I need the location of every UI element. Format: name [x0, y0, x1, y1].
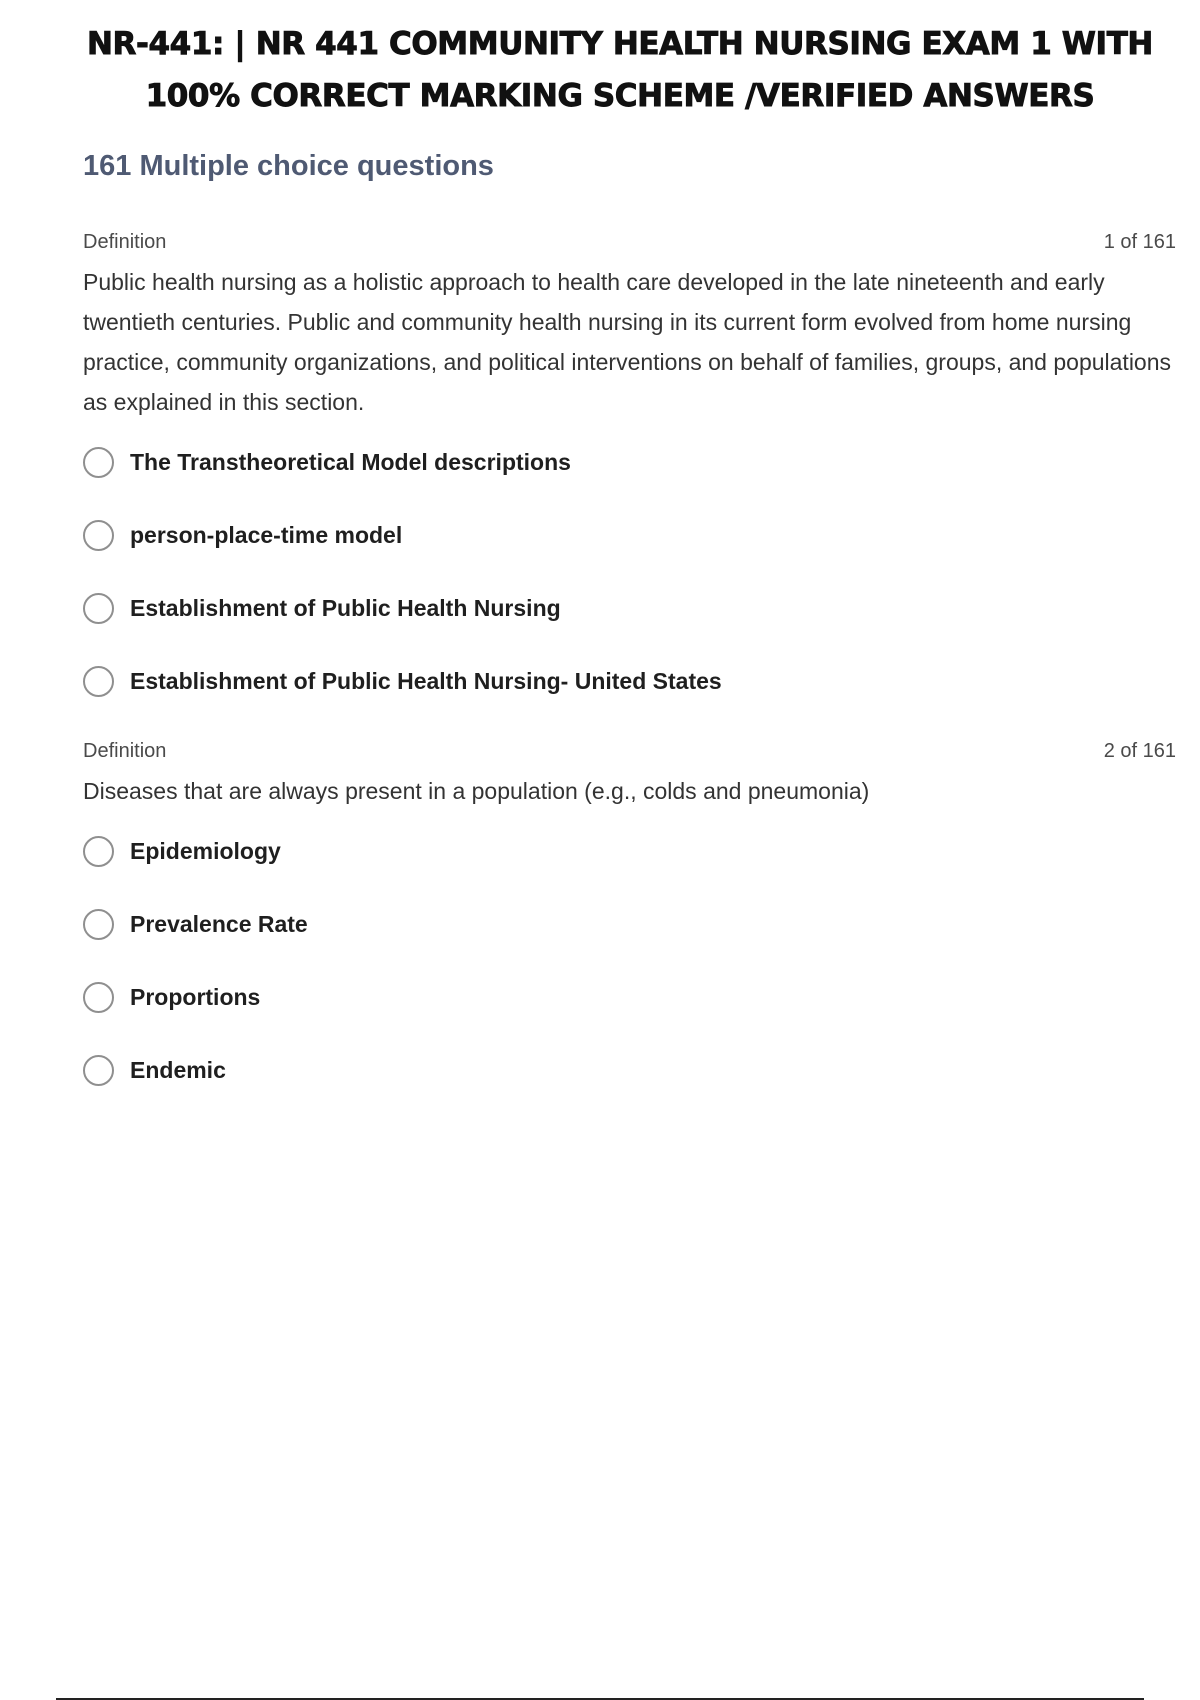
question-type-label: Definition [83, 739, 167, 762]
radio-button-icon[interactable] [83, 909, 114, 940]
answer-option[interactable] [83, 833, 1176, 869]
answer-option[interactable] [83, 517, 1176, 553]
question-text: Public health nursing as a holistic approach to health care developed in the late nineteenth and early twentieth centuries. Public and community health nursing in its current form evolved from home nursing practice, community organizations, and political interventions on behalf of families, groups, and populations as explained in this section. [83, 269, 1172, 415]
answer-option[interactable] [83, 590, 1176, 626]
answer-option-label: The Transtheoretical Model descriptions [130, 448, 571, 475]
radio-button-icon[interactable] [83, 520, 114, 551]
answer-option-label: Endemic [130, 1056, 226, 1083]
question-header [83, 228, 1176, 256]
question-card-2 [83, 737, 1176, 1125]
radio-button-icon[interactable] [83, 666, 114, 697]
answer-option[interactable] [83, 1052, 1176, 1088]
title-line-1: NR-441: | NR 441 COMMUNITY HEALTH NURSING EXAM 1 WITH [87, 26, 1153, 62]
question-type-label: Definition [83, 230, 167, 253]
question-card-1 [83, 228, 1176, 736]
answer-option-label: Establishment of Public Health Nursing- United States [130, 667, 722, 694]
radio-button-icon[interactable] [83, 982, 114, 1013]
radio-button-icon[interactable] [83, 1055, 114, 1086]
question-header [83, 737, 1176, 765]
question-count-heading: 161 Multiple choice questions [83, 150, 494, 182]
answer-option-label: Epidemiology [130, 837, 281, 864]
answer-option[interactable] [83, 444, 1176, 480]
answer-option-label: person-place-time model [130, 521, 403, 548]
answer-option-label: Establishment of Public Health Nursing [130, 594, 561, 621]
answer-options [83, 833, 1176, 1088]
answer-options [83, 444, 1176, 699]
title-line-2: 100% CORRECT MARKING SCHEME /VERIFIED ANSWERS [145, 78, 1095, 114]
answer-option[interactable] [83, 663, 1176, 699]
question-text: Diseases that are always present in a population (e.g., colds and pneumonia) [83, 778, 870, 804]
radio-button-icon[interactable] [83, 836, 114, 867]
answer-option-label: Prevalence Rate [130, 910, 308, 937]
radio-button-icon[interactable] [83, 447, 114, 478]
answer-option[interactable] [83, 906, 1176, 942]
answer-option[interactable] [83, 979, 1176, 1015]
radio-button-icon[interactable] [83, 593, 114, 624]
question-counter: 1 of 161 [1103, 230, 1176, 253]
answer-option-label: Proportions [130, 983, 261, 1010]
document-title [70, 18, 1170, 122]
question-counter: 2 of 161 [1103, 739, 1176, 762]
